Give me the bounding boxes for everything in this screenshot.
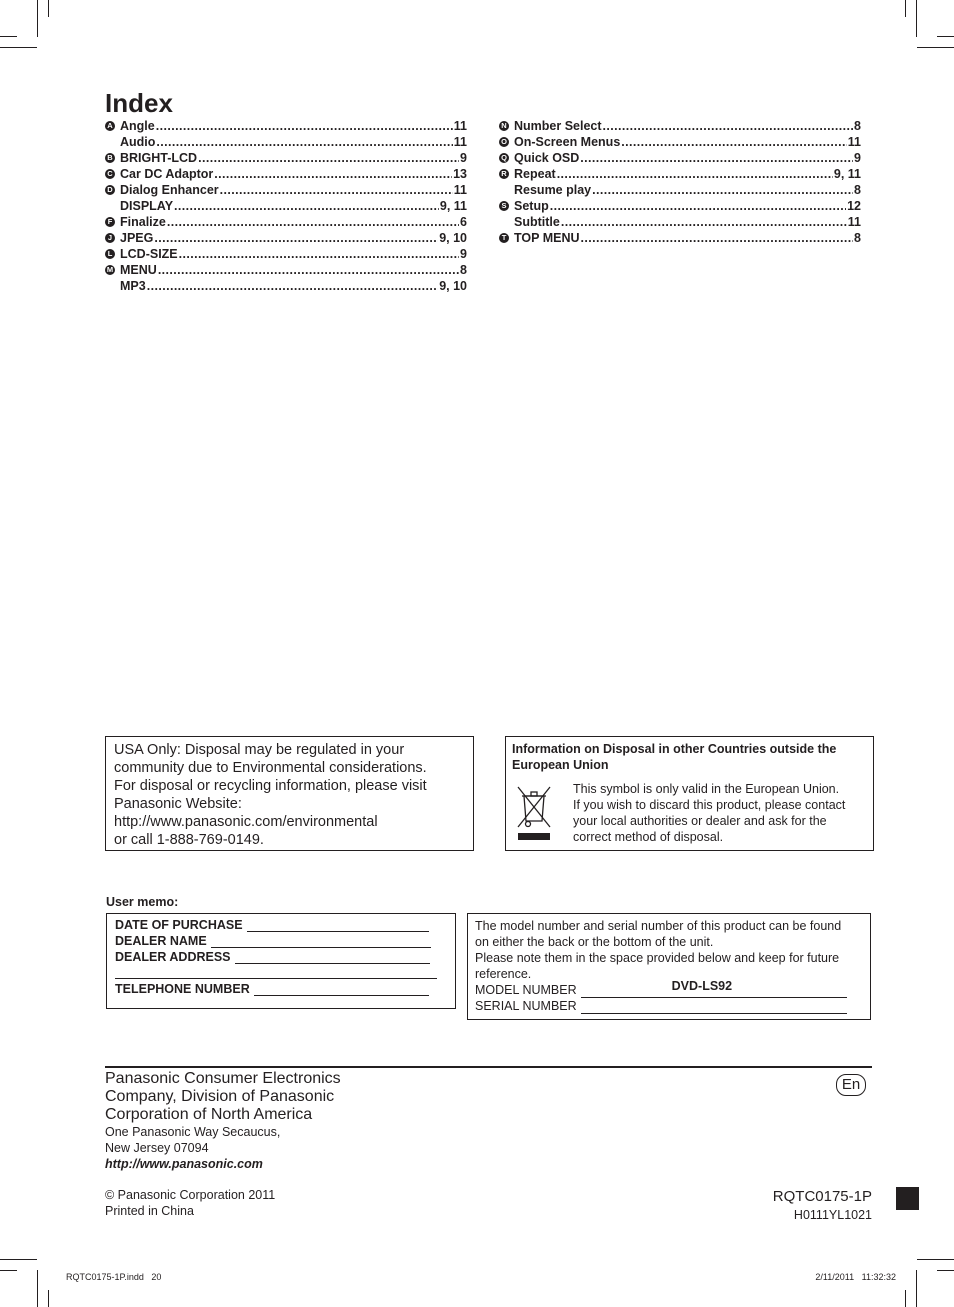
index-entry (107, 214, 467, 230)
index-page: 11 (847, 135, 861, 149)
usa-notice-line: community due to Environmental considerations. (114, 760, 427, 776)
address-line: One Panasonic Way Secaucus, (105, 1125, 281, 1139)
index-left-column (106, 118, 467, 294)
usa-notice-line: For disposal or recycling information, please visit (114, 778, 427, 794)
crop-mark (937, 36, 954, 37)
dot-leader (592, 182, 853, 198)
crop-mark (0, 1270, 17, 1271)
index-term: MENU (120, 263, 157, 277)
letter-badge: N (499, 121, 509, 131)
index-entry (106, 262, 467, 278)
index-term: On-Screen Menus (514, 135, 621, 149)
crop-mark (0, 1259, 37, 1260)
index-page: 8 (854, 231, 861, 245)
index-entry (107, 118, 467, 134)
letter-badge: S (499, 201, 509, 211)
eu-notice-line: correct method of disposal. (573, 830, 724, 844)
model-number-value: DVD-LS92 (671, 979, 733, 993)
eu-disposal-notice (505, 736, 874, 851)
dealer-address-line-2[interactable] (115, 978, 437, 979)
usa-notice-line: USA Only: Disposal may be regulated in your (114, 742, 405, 758)
dot-leader (174, 198, 439, 214)
index-entry (501, 166, 861, 182)
eu-notice-heading: Information on Disposal in other Countries outside the (512, 742, 837, 756)
index-page: 13 (453, 167, 467, 181)
letter-badge: C (105, 169, 115, 179)
index-entry (501, 118, 861, 134)
index-term: Audio (120, 135, 156, 149)
dot-leader (557, 166, 833, 182)
dot-leader (158, 262, 459, 278)
dot-leader (220, 182, 453, 198)
index-term: Angle (120, 119, 155, 133)
letter-badge: T (499, 233, 509, 243)
letter-badge: O (499, 137, 509, 147)
index-entry (501, 198, 861, 214)
index-page: 9, 11 (833, 167, 861, 181)
index-entry (120, 198, 467, 214)
dealer-address-label: DEALER ADDRESS (115, 950, 231, 964)
index-term: Quick OSD (514, 151, 580, 165)
index-entry (107, 246, 467, 262)
letter-badge: F (105, 217, 115, 227)
index-right-column (501, 118, 861, 246)
index-term: LCD-SIZE (120, 247, 178, 261)
eu-notice-line: If you wish to discard this product, please contact (573, 798, 846, 812)
index-page: 11 (453, 119, 467, 133)
index-page: 9, 10 (439, 279, 467, 293)
index-term: MP3 (120, 279, 146, 293)
crop-mark (48, 0, 49, 17)
index-page: 8 (460, 263, 467, 277)
crop-mark (48, 1290, 49, 1307)
eu-notice-line: This symbol is only valid in the European Union. (573, 782, 840, 796)
index-title: Index (105, 88, 173, 118)
index-entry (120, 134, 467, 150)
address-line: New Jersey 07094 (105, 1141, 209, 1155)
dealer-address-row (115, 950, 430, 964)
usa-disposal-notice (105, 736, 474, 851)
index-entry (107, 166, 467, 182)
index-entry (501, 134, 861, 150)
index-entry (107, 230, 467, 246)
dot-leader (179, 246, 459, 262)
crop-mark (937, 1270, 954, 1271)
usa-notice-line: or call 1-888-769-0149. (114, 832, 264, 848)
dot-leader (156, 134, 452, 150)
index-entry (501, 150, 861, 166)
copyright: © Panasonic Corporation 2011 (105, 1188, 276, 1202)
index-term: Number Select (514, 119, 602, 133)
printed-in: Printed in China (105, 1204, 194, 1218)
crop-mark (905, 1290, 906, 1307)
dot-leader (603, 118, 854, 134)
index-page: 9 (460, 247, 467, 261)
index-term: Resume play (514, 183, 592, 197)
serial-number-label: SERIAL NUMBER (475, 999, 577, 1013)
model-note-line: on either the back or the bottom of the unit. (475, 935, 714, 949)
user-memo-box (106, 913, 456, 1009)
letter-badge: J (105, 233, 115, 243)
letter-badge: R (499, 169, 509, 179)
company-block (105, 1070, 341, 1172)
dot-leader (214, 166, 452, 182)
index-page: 9, 10 (439, 231, 467, 245)
index-page: 12 (847, 199, 861, 213)
crop-mark (916, 1270, 917, 1307)
index-entry (501, 230, 861, 246)
usa-notice-line: Panasonic Website: (114, 796, 242, 812)
index-page: 6 (460, 215, 467, 229)
dot-leader (550, 198, 846, 214)
serial-number-field[interactable] (581, 1001, 847, 1014)
usa-notice-line: http://www.panasonic.com/environmental (114, 814, 378, 830)
letter-badge: A (105, 121, 115, 131)
index-page: 9, 11 (439, 199, 467, 213)
letter-badge: Q (499, 153, 509, 163)
dot-leader (198, 150, 459, 166)
company-name-line: Company, Division of Panasonic (105, 1088, 335, 1105)
letter-badge: L (105, 249, 115, 259)
user-memo-label: User memo: (106, 895, 179, 909)
eu-notice-body (573, 781, 845, 845)
letter-badge: M (106, 265, 114, 274)
eu-notice-line: your local authorities or dealer and ask for the (573, 814, 827, 828)
index-term: Car DC Adaptor (120, 167, 214, 181)
index-page: 8 (854, 183, 861, 197)
dot-leader (156, 118, 453, 134)
telephone-number-field[interactable] (254, 983, 429, 996)
date-of-purchase-field[interactable] (247, 919, 429, 932)
index-term: Dialog Enhancer (120, 183, 219, 197)
index-page: 11 (453, 183, 467, 197)
dealer-address-field[interactable] (235, 951, 430, 964)
model-number-field[interactable] (581, 979, 847, 998)
dealer-name-label: DEALER NAME (115, 934, 207, 948)
crop-mark (37, 0, 38, 37)
letter-badge: D (105, 185, 115, 195)
model-note-line: The model number and serial number of this product can be found (475, 919, 842, 933)
model-number-row (475, 979, 863, 998)
index-page: 11 (453, 135, 467, 149)
crossed-out-wheelie-bin-icon (516, 783, 552, 841)
index-entry (514, 182, 861, 198)
document-code: RQTC0175-1P (772, 1188, 872, 1205)
index-term: BRIGHT-LCD (120, 151, 198, 165)
dot-leader (154, 230, 438, 246)
eu-notice-heading: European Union (512, 758, 609, 772)
telephone-number-label: TELEPHONE NUMBER (115, 982, 250, 996)
company-name-line: Panasonic Consumer Electronics (105, 1070, 341, 1087)
dot-leader (580, 150, 853, 166)
index-entry (107, 150, 467, 166)
dot-leader (147, 278, 438, 294)
model-serial-box (467, 913, 871, 1020)
dot-leader (561, 214, 847, 230)
dot-leader (581, 230, 854, 246)
slug-timestamp: 2/11/2011 11:32:32 (815, 1272, 896, 1282)
index-term: Subtitle (514, 215, 560, 229)
index-term: Finalize (120, 215, 166, 229)
footer-divider (105, 1066, 872, 1068)
model-note-line: reference. (475, 967, 532, 981)
index-term: Repeat (514, 167, 556, 181)
telephone-number-row (115, 982, 429, 996)
index-page: 9 (854, 151, 861, 165)
crop-mark (917, 1259, 954, 1260)
index-term: DISPLAY (120, 199, 174, 213)
index-page: 8 (854, 119, 861, 133)
crop-mark (0, 36, 17, 37)
registration-block (896, 1187, 919, 1210)
index-term: TOP MENU (514, 231, 580, 245)
website-link[interactable]: http://www.panasonic.com (105, 1157, 263, 1171)
language-badge: En (836, 1074, 866, 1096)
crop-mark (0, 47, 37, 48)
index-term: JPEG (120, 231, 154, 245)
document-subcode: H0111YL1021 (793, 1208, 872, 1222)
crop-mark (916, 0, 917, 37)
dot-leader (167, 214, 459, 230)
letter-badge: B (105, 153, 115, 163)
model-note-line: Please note them in the space provided below and keep for future (475, 951, 840, 965)
date-of-purchase-row (115, 918, 429, 932)
model-number-label: MODEL NUMBER (475, 983, 577, 997)
crop-mark (917, 47, 954, 48)
crop-mark (905, 0, 906, 17)
index-term: Setup (514, 199, 549, 213)
serial-number-row (475, 998, 863, 1014)
dealer-name-row (115, 934, 431, 948)
dealer-name-field[interactable] (211, 935, 431, 948)
index-page: 9 (460, 151, 467, 165)
index-entry (120, 278, 467, 294)
crop-mark (37, 1270, 38, 1307)
date-of-purchase-label: DATE OF PURCHASE (115, 918, 243, 932)
index-entry (514, 214, 861, 230)
company-name-line: Corporation of North America (105, 1106, 313, 1123)
dot-leader (621, 134, 847, 150)
index-page: 11 (847, 215, 861, 229)
index-entry (107, 182, 467, 198)
slug-file: RQTC0175-1P.indd 20 (66, 1272, 162, 1282)
